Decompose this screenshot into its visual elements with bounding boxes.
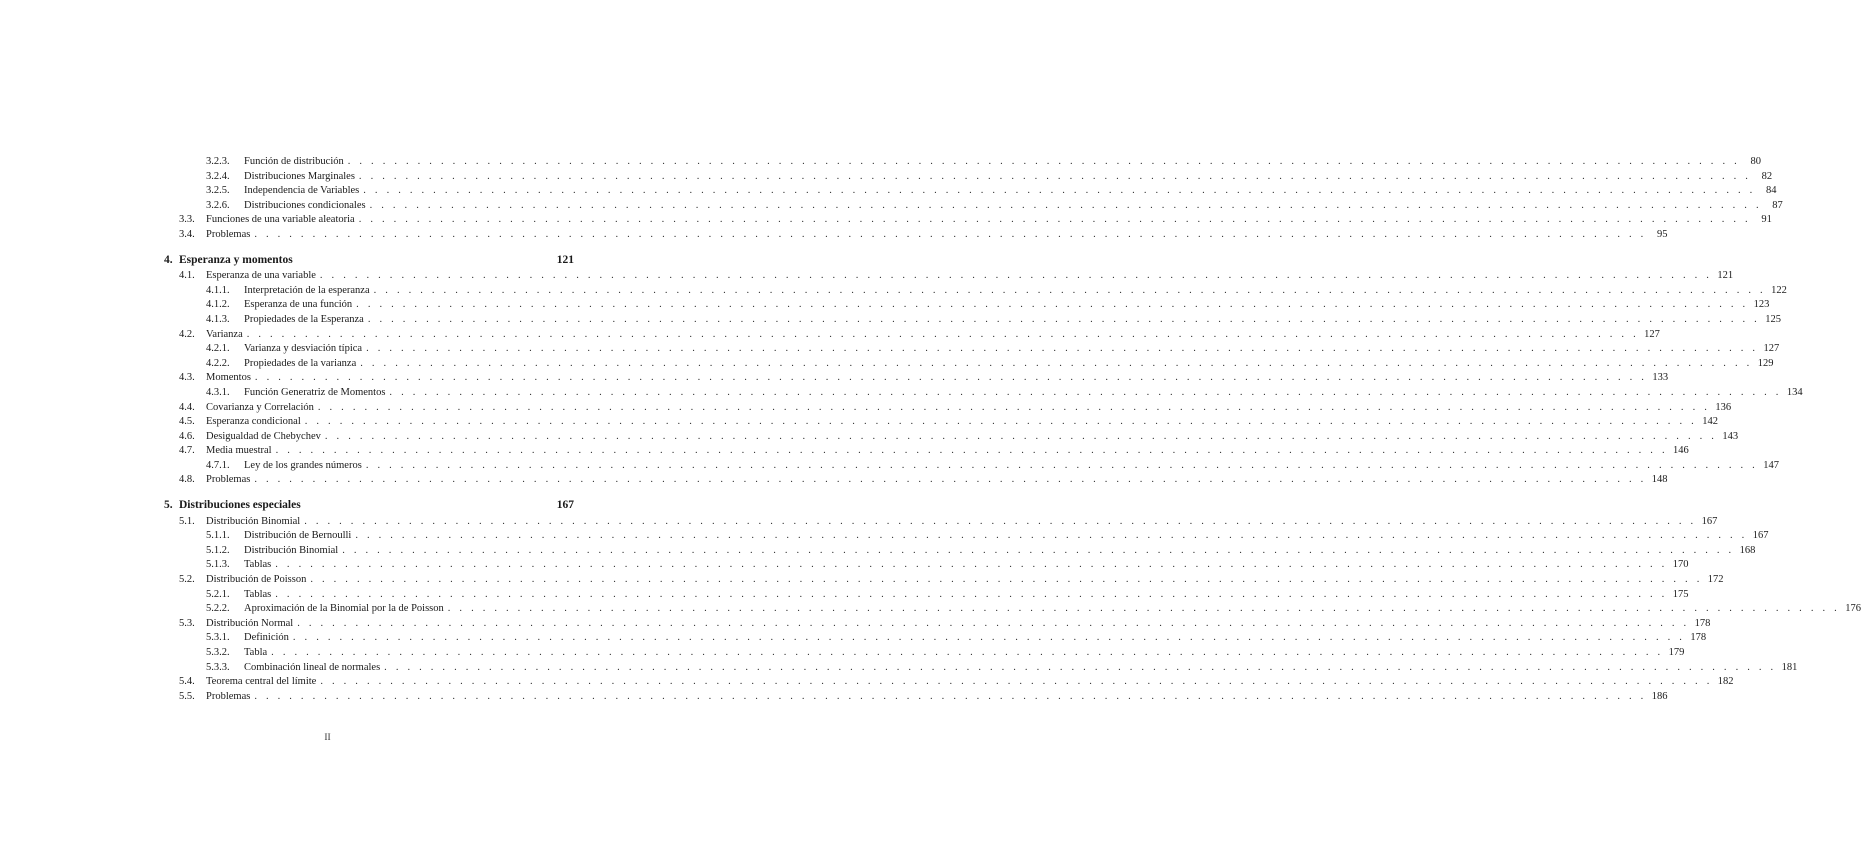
entry-title: Distribución Binomial — [206, 515, 301, 527]
table-of-contents — [164, 155, 1861, 704]
toc-subsection-entry[interactable] — [164, 529, 1769, 544]
entry-number: 3.2.4. — [206, 170, 230, 182]
entry-title: Distribución Normal — [206, 617, 294, 629]
toc-section-entry[interactable] — [164, 269, 1734, 284]
chapter-number: 5. — [164, 499, 173, 512]
toc-section-entry[interactable] — [164, 473, 1668, 488]
dot-leader: . . . . . . . . . . . . . . . . . . . . . . . . . . . . . . . . . . . . . . . . . . . . . . . . . . . . . . . . . . . . . . . . . . . . . . . . . . . . . . . . . . . . . . . . . . . . . . . . . . . . . . . . . . . . . . . . . . . . . . . . — [324, 430, 1718, 442]
entry-page: 172 — [1707, 574, 1724, 586]
entry-number: 4.2. — [179, 328, 195, 340]
entry-title: Distribución de Bernoulli — [244, 530, 352, 542]
dot-leader: . . . . . . . . . . . . . . . . . . . . . . . . . . . . . . . . . . . . . . . . . . . . . . . . . . . . . . . . . . . . . . . . . . . . . . . . . . . . . . . . . . . . . . . . . . . . . . . . . . . . . . . . . . . . . . . . . . . . . . . . — [355, 530, 1748, 542]
entry-page: 84 — [1765, 185, 1777, 197]
entry-number: 4.4. — [179, 401, 195, 413]
toc-subsection-entry[interactable] — [164, 199, 1783, 214]
dot-leader: . . . . . . . . . . . . . . . . . . . . . . . . . . . . . . . . . . . . . . . . . . . . . . . . . . . . . . . . . . . . . . . . . . . . . . . . . . . . . . . . . . . . . . . . . . . . . . . . . . . . . . . . . . . . . . . . . . . . . . . . — [292, 632, 1686, 644]
entry-number: 3.2.5. — [206, 185, 230, 197]
toc-subsection-entry[interactable] — [164, 602, 1861, 617]
entry-page: 80 — [1750, 156, 1761, 167]
page-number: II — [324, 733, 331, 743]
entry-title: Tablas — [244, 559, 272, 571]
entry-title: Desigualdad de Chebychev — [206, 430, 321, 442]
entry-number: 4.7. — [179, 445, 195, 457]
entry-number: 4.6. — [179, 430, 195, 442]
dot-leader: . . . . . . . . . . . . . . . . . . . . . . . . . . . . . . . . . . . . . . . . . . . . . . . . . . . . . . . . . . . . . . . . . . . . . . . . . . . . . . . . . . . . . . . . . . . . . . . . . . . . . . . . . . . . . . . . . . . . . . . . — [363, 185, 1756, 197]
dot-leader: . . . . . . . . . . . . . . . . . . . . . . . . . . . . . . . . . . . . . . . . . . . . . . . . . . . . . . . . . . . . . . . . . . . . . . . . . . . . . . . . . . . . . . . . . . . . . . . . . . . . . . . . . . . . . . . . . . . . . . . . — [304, 515, 1697, 527]
entry-page: 167 — [1701, 515, 1718, 527]
entry-title: Distribuciones condicionales — [244, 199, 366, 211]
entry-page: 87 — [1772, 199, 1783, 211]
dot-leader: . . . . . . . . . . . . . . . . . . . . . . . . . . . . . . . . . . . . . . . . . . . . . . . . . . . . . . . . . . . . . . . . . . . . . . . . . . . . . . . . . . . . . . . . . . . . . . . . . . . . . . . . . . . . . . . . . . . . . . . . — [358, 170, 1752, 182]
entry-title: Esperanza de una función — [244, 299, 353, 311]
toc-subsection-entry[interactable] — [164, 646, 1685, 661]
entry-title: Aproximación de la Binomial por la de Poisson — [244, 603, 444, 615]
entry-page: 178 — [1694, 617, 1711, 629]
toc-subsection-entry[interactable] — [164, 558, 1689, 573]
dot-leader: . . . . . . . . . . . . . . . . . . . . . . . . . . . . . . . . . . . . . . . . . . . . . . . . . . . . . . . . . . . . . . . . . . . . . . . . . . . . . . . . . . . . . . . . . . . . . . . . . . . . . . . . . . . . . . . . . . . . . . . . — [271, 647, 1664, 658]
dot-leader: . . . . . . . . . . . . . . . . . . . . . . . . . . . . . . . . . . . . . . . . . . . . . . . . . . . . . . . . . . . . . . . . . . . . . . . . . . . . . . . . . . . . . . . . . . . . . . . . . . . . . . . . . . . . . . . . . . . . . . . . — [389, 386, 1782, 398]
entry-page: 82 — [1761, 170, 1773, 182]
dot-leader: . . . . . . . . . . . . . . . . . . . . . . . . . . . . . . . . . . . . . . . . . . . . . . . . . . . . . . . . . . . . . . . . . . . . . . . . . . . . . . . . . . . . . . . . . . . . . . . . . . . . . . . . . . . . . . . . . . . . . . . . — [367, 313, 1761, 325]
entry-page: 143 — [1722, 430, 1739, 442]
entry-title: Ley de los grandes números — [244, 459, 362, 471]
toc-subsection-entry[interactable] — [164, 588, 1689, 603]
entry-number: 5.2.1. — [206, 588, 230, 600]
dot-leader: . . . . . . . . . . . . . . . . . . . . . . . . . . . . . . . . . . . . . . . . . . . . . . . . . . . . . . . . . . . . . . . . . . . . . . . . . . . . . . . . . . . . . . . . . . . . . . . . . . . . . . . . . . . . . . . . . . . . . . . . — [356, 299, 1749, 311]
entry-number: 5.3. — [179, 617, 195, 629]
dot-leader: . . . . . . . . . . . . . . . . . . . . . . . . . . . . . . . . . . . . . . . . . . . . . . . . . . . . . . . . . . . . . . . . . . . . . . . . . . . . . . . . . . . . . . . . . . . . . . . . . . . . . . . . . . . . . . . . . . . . . . . . — [347, 156, 1740, 167]
entry-number: 5.4. — [179, 676, 195, 688]
dot-leader: . . . . . . . . . . . . . . . . . . . . . . . . . . . . . . . . . . . . . . . . . . . . . . . . . . . . . . . . . . . . . . . . . . . . . . . . . . . . . . . . . . . . . . . . . . . . . . . . . . . . . . . . . . . . . . . . . . . . . . . . — [373, 284, 1766, 296]
entry-page: 176 — [1845, 603, 1861, 615]
entry-number: 4.1. — [179, 270, 195, 282]
entry-title: Varianza — [206, 328, 243, 340]
entry-number: 4.3.1. — [206, 386, 230, 398]
toc-section-entry[interactable] — [164, 371, 1669, 386]
chapter-number: 4. — [164, 253, 173, 266]
toc-section-entry[interactable] — [164, 690, 1668, 705]
entry-number: 4.1.1. — [206, 284, 230, 296]
toc-subsection-entry[interactable] — [164, 155, 1761, 170]
toc-section-entry[interactable] — [164, 515, 1718, 530]
entry-number: 5.1.2. — [206, 544, 230, 556]
entry-page: 134 — [1786, 386, 1803, 398]
toc-subsection-entry[interactable] — [164, 357, 1774, 372]
entry-page: 170 — [1672, 559, 1689, 571]
entry-title: Función de distribución — [244, 156, 344, 167]
dot-leader: . . . . . . . . . . . . . . . . . . . . . . . . . . . . . . . . . . . . . . . . . . . . . . . . . . . . . . . . . . . . . . . . . . . . . . . . . . . . . . . . . . . . . . . . . . . . . . . . . . . . . . . . . . . . . . . . . . . . . . . . — [254, 372, 1648, 384]
entry-number: 4.2.2. — [206, 357, 230, 369]
entry-page: 127 — [1644, 328, 1660, 340]
entry-page: 181 — [1781, 661, 1798, 673]
dot-leader: . . . . . . . . . . . . . . . . . . . . . . . . . . . . . . . . . . . . . . . . . . . . . . . . . . . . . . . . . . . . . . . . . . . . . . . . . . . . . . . . . . . . . . . . . . . . . . . . . . . . . . . . . . . . . . . . . . . . . . . . — [310, 574, 1703, 586]
chapter-page: 167 — [556, 499, 574, 512]
dot-leader: . . . . . . . . . . . . . . . . . . . . . . . . . . . . . . . . . . . . . . . . . . . . . . . . . . . . . . . . . . . . . . . . . . . . . . . . . . . . . . . . . . . . . . . . . . . . . . . . . . . . . . . . . . . . . . . . . . . . . . . . — [254, 228, 1647, 240]
entry-title: Independencia de Variables — [244, 185, 360, 197]
dot-leader: . . . . . . . . . . . . . . . . . . . . . . . . . . . . . . . . . . . . . . . . . . . . . . . . . . . . . . . . . . . . . . . . . . . . . . . . . . . . . . . . . . . . . . . . . . . . . . . . . . . . . . . . . . . . . . . . . . . . . . . . — [358, 214, 1751, 226]
toc-subsection-entry[interactable] — [164, 631, 1707, 646]
entry-title: Tabla — [244, 647, 268, 658]
entry-number: 4.1.2. — [206, 299, 230, 311]
entry-title: Esperanza condicional — [206, 416, 301, 428]
entry-page: 125 — [1765, 313, 1782, 325]
chapter-page: 121 — [556, 253, 574, 266]
entry-page: 168 — [1739, 544, 1756, 556]
entry-page: 127 — [1763, 343, 1780, 355]
toc-subsection-entry[interactable] — [164, 170, 1773, 185]
toc-chapter-entry[interactable] — [164, 253, 574, 268]
entry-number: 5.3.3. — [206, 661, 230, 673]
entry-number: 3.4. — [179, 228, 195, 240]
entry-title: Covarianza y Correlación — [206, 401, 314, 413]
toc-section-entry[interactable] — [164, 213, 1772, 228]
toc-section-entry[interactable] — [164, 617, 1711, 632]
entry-number: 5.1.1. — [206, 530, 230, 542]
toc-subsection-entry[interactable] — [164, 544, 1756, 559]
toc-chapter-entry[interactable] — [164, 498, 574, 513]
entry-number: 5.1. — [179, 515, 195, 527]
entry-page: 121 — [1717, 270, 1734, 282]
dot-leader: . . . . . . . . . . . . . . . . . . . . . . . . . . . . . . . . . . . . . . . . . . . . . . . . . . . . . . . . . . . . . . . . . . . . . . . . . . . . . . . . . . . . . . . . . . . . . . . . . . . . . . . . . . . . . . . . . . . . . . . . — [254, 474, 1647, 486]
entry-number: 5.3.1. — [206, 632, 230, 644]
dot-leader: . . . . . . . . . . . . . . . . . . . . . . . . . . . . . . . . . . . . . . . . . . . . . . . . . . . . . . . . . . . . . . . . . . . . . . . . . . . . . . . . . . . . . . . . . . . . . . . . . . . . . . . . . . . . . . . . . . . . . . . . — [275, 445, 1668, 457]
entry-title: Funciones de una variable aleatoria — [206, 214, 355, 226]
entry-title: Definición — [244, 632, 289, 644]
entry-page: 167 — [1752, 530, 1769, 542]
entry-page: 148 — [1651, 474, 1668, 486]
entry-number: 4.1.3. — [206, 313, 230, 325]
entry-number: 4.7.1. — [206, 459, 230, 471]
dot-leader: . . . . . . . . . . . . . . . . . . . . . . . . . . . . . . . . . . . . . . . . . . . . . . . . . . . . . . . . . . . . . . . . . . . . . . . . . . . . . . . . . . . . . . . . . . . . . . . . . . . . . . . . . . . . . . . . . . . . . . . . — [319, 270, 1713, 282]
entry-number: 5.1.3. — [206, 559, 230, 571]
dot-leader: . . . . . . . . . . . . . . . . . . . . . . . . . . . . . . . . . . . . . . . . . . . . . . . . . . . . . . . . . . . . . . . . . . . . . . . . . . . . . . . . . . . . . . . . . . . . . . . . . . . . . . . . . . . . . . . . . . . . . . . . — [447, 603, 1840, 615]
toc-subsection-entry[interactable] — [164, 298, 1770, 313]
toc-section-entry[interactable] — [164, 573, 1724, 588]
entry-number: 5.2.2. — [206, 603, 230, 615]
toc-subsection-entry[interactable] — [164, 184, 1777, 199]
entry-number: 4.2.1. — [206, 343, 230, 355]
entry-number: 3.3. — [179, 214, 195, 226]
toc-section-entry[interactable] — [164, 675, 1734, 690]
entry-title: Problemas — [206, 228, 251, 240]
entry-number: 5.3.2. — [206, 647, 230, 658]
entry-page: 133 — [1652, 372, 1669, 384]
entry-title: Distribución Binomial — [244, 544, 339, 556]
entry-page: 95 — [1657, 228, 1668, 240]
dot-leader: . . . . . . . . . . . . . . . . . . . . . . . . . . . . . . . . . . . . . . . . . . . . . . . . . . . . . . . . . . . . . . . . . . . . . . . . . . . . . . . . . . . . . . . . . . . . . . . . . . . . . . . . . . . . . . . . . . . . . . . . — [384, 661, 1777, 673]
entry-number: 5.2. — [179, 574, 195, 586]
chapter-title: Esperanza y momentos — [179, 253, 293, 266]
entry-title: Función Generatriz de Momentos — [244, 386, 386, 398]
entry-page: 136 — [1715, 401, 1732, 413]
dot-leader: . . . . . . . . . . . . . . . . . . . . . . . . . . . . . . . . . . . . . . . . . . . . . . . . . . . . . . . . . . . . . . . . . . . . . . . . . . . . . . . . . . . . . . . . . . . . . . . . . . . . . . . . . . . . . . . . . . . . . . . . — [360, 357, 1753, 369]
entry-title: Combinación lineal de normales — [244, 661, 381, 673]
entry-title: Media muestral — [206, 445, 272, 457]
toc-subsection-entry[interactable] — [164, 313, 1782, 328]
toc-section-entry[interactable] — [164, 401, 1732, 416]
dot-leader: . . . . . . . . . . . . . . . . . . . . . . . . . . . . . . . . . . . . . . . . . . . . . . . . . . . . . . . . . . . . . . . . . . . . . . . . . . . . . . . . . . . . . . . . . . . . . . . . . . . . . . . . . . . . . . . . . . . . . . . . — [275, 559, 1668, 571]
toc-section-entry[interactable] — [164, 444, 1689, 459]
entry-title: Tablas — [244, 588, 272, 600]
entry-page: 129 — [1757, 357, 1774, 369]
dot-leader: . . . . . . . . . . . . . . . . . . . . . . . . . . . . . . . . . . . . . . . . . . . . . . . . . . . . . . . . . . . . . . . . . . . . . . . . . . . . . . . . . . . . . . . . . . . . . . . . . . . . . . . . . . . . . . . . . . . . . . . . — [275, 588, 1668, 600]
entry-title: Momentos — [206, 372, 251, 384]
toc-subsection-entry[interactable] — [164, 459, 1779, 474]
entry-page: 179 — [1668, 647, 1685, 658]
entry-page: 178 — [1690, 632, 1707, 644]
entry-title: Propiedades de la Esperanza — [244, 313, 364, 325]
toc-section-entry[interactable] — [164, 430, 1739, 445]
toc-section-entry[interactable] — [164, 328, 1660, 343]
entry-page: 91 — [1761, 214, 1772, 226]
entry-number: 4.8. — [179, 474, 195, 486]
entry-title: Propiedades de la varianza — [244, 357, 357, 369]
dot-leader: . . . . . . . . . . . . . . . . . . . . . . . . . . . . . . . . . . . . . . . . . . . . . . . . . . . . . . . . . . . . . . . . . . . . . . . . . . . . . . . . . . . . . . . . . . . . . . . . . . . . . . . . . . . . . . . . . . . . . . . . — [365, 459, 1758, 471]
entry-title: Interpretación de la esperanza — [244, 284, 370, 296]
entry-title: Problemas — [206, 690, 251, 702]
toc-subsection-entry[interactable] — [164, 661, 1798, 676]
dot-leader: . . . . . . . . . . . . . . . . . . . . . . . . . . . . . . . . . . . . . . . . . . . . . . . . . . . . . . . . . . . . . . . . . . . . . . . . . . . . . . . . . . . . . . . . . . . . . . . . . . . . . . . . . . . . . . . . . . . . . . . . — [304, 416, 1697, 428]
entry-number: 5.5. — [179, 690, 195, 702]
toc-section-entry[interactable] — [164, 228, 1668, 243]
dot-leader: . . . . . . . . . . . . . . . . . . . . . . . . . . . . . . . . . . . . . . . . . . . . . . . . . . . . . . . . . . . . . . . . . . . . . . . . . . . . . . . . . . . . . . . . . . . . . . . . . . . . . . . . . . . . . . . . . . . . . . . . — [366, 343, 1759, 355]
dot-leader: . . . . . . . . . . . . . . . . . . . . . . . . . . . . . . . . . . . . . . . . . . . . . . . . . . . . . . . . . . . . . . . . . . . . . . . . . . . . . . . . . . . . . . . . . . . . . . . . . . . . . . . . . . . . . . . . . . . . . . . . — [320, 676, 1713, 688]
toc-subsection-entry[interactable] — [164, 342, 1780, 357]
entry-page: 147 — [1763, 459, 1779, 471]
entry-page: 175 — [1672, 588, 1689, 600]
dot-leader: . . . . . . . . . . . . . . . . . . . . . . . . . . . . . . . . . . . . . . . . . . . . . . . . . . . . . . . . . . . . . . . . . . . . . . . . . . . . . . . . . . . . . . . . . . . . . . . . . . . . . . . . . . . . . . . . . . . . . . . . — [369, 199, 1762, 211]
dot-leader: . . . . . . . . . . . . . . . . . . . . . . . . . . . . . . . . . . . . . . . . . . . . . . . . . . . . . . . . . . . . . . . . . . . . . . . . . . . . . . . . . . . . . . . . . . . . . . . . . . . . . . . . . . . . . . . . . . . . . . . . — [246, 328, 1639, 340]
dot-leader: . . . . . . . . . . . . . . . . . . . . . . . . . . . . . . . . . . . . . . . . . . . . . . . . . . . . . . . . . . . . . . . . . . . . . . . . . . . . . . . . . . . . . . . . . . . . . . . . . . . . . . . . . . . . . . . . . . . . . . . . — [342, 544, 1735, 556]
toc-subsection-entry[interactable] — [164, 284, 1787, 299]
dot-leader: . . . . . . . . . . . . . . . . . . . . . . . . . . . . . . . . . . . . . . . . . . . . . . . . . . . . . . . . . . . . . . . . . . . . . . . . . . . . . . . . . . . . . . . . . . . . . . . . . . . . . . . . . . . . . . . . . . . . . . . . — [317, 401, 1711, 413]
entry-page: 182 — [1717, 676, 1734, 688]
entry-page: 146 — [1673, 445, 1689, 457]
entry-page: 142 — [1702, 416, 1718, 428]
toc-section-entry[interactable] — [164, 415, 1718, 430]
dot-leader: . . . . . . . . . . . . . . . . . . . . . . . . . . . . . . . . . . . . . . . . . . . . . . . . . . . . . . . . . . . . . . . . . . . . . . . . . . . . . . . . . . . . . . . . . . . . . . . . . . . . . . . . . . . . . . . . . . . . . . . . — [297, 617, 1690, 629]
entry-title: Problemas — [206, 474, 251, 486]
entry-page: 186 — [1651, 690, 1668, 702]
dot-leader: . . . . . . . . . . . . . . . . . . . . . . . . . . . . . . . . . . . . . . . . . . . . . . . . . . . . . . . . . . . . . . . . . . . . . . . . . . . . . . . . . . . . . . . . . . . . . . . . . . . . . . . . . . . . . . . . . . . . . . . . — [254, 690, 1647, 702]
entry-title: Teorema central del límite — [206, 676, 317, 688]
chapter-title: Distribuciones especiales — [179, 499, 301, 512]
entry-title: Varianza y desviación típica — [244, 343, 363, 355]
entry-number: 3.2.3. — [206, 156, 230, 167]
entry-page: 122 — [1771, 284, 1787, 296]
entry-title: Esperanza de una variable — [206, 270, 316, 282]
entry-title: Distribuciones Marginales — [244, 170, 355, 182]
entry-title: Distribución de Poisson — [206, 574, 307, 586]
entry-page: 123 — [1753, 299, 1770, 311]
entry-number: 4.5. — [179, 416, 195, 428]
entry-number: 4.3. — [179, 372, 195, 384]
entry-number: 3.2.6. — [206, 199, 230, 211]
toc-subsection-entry[interactable] — [164, 386, 1803, 401]
